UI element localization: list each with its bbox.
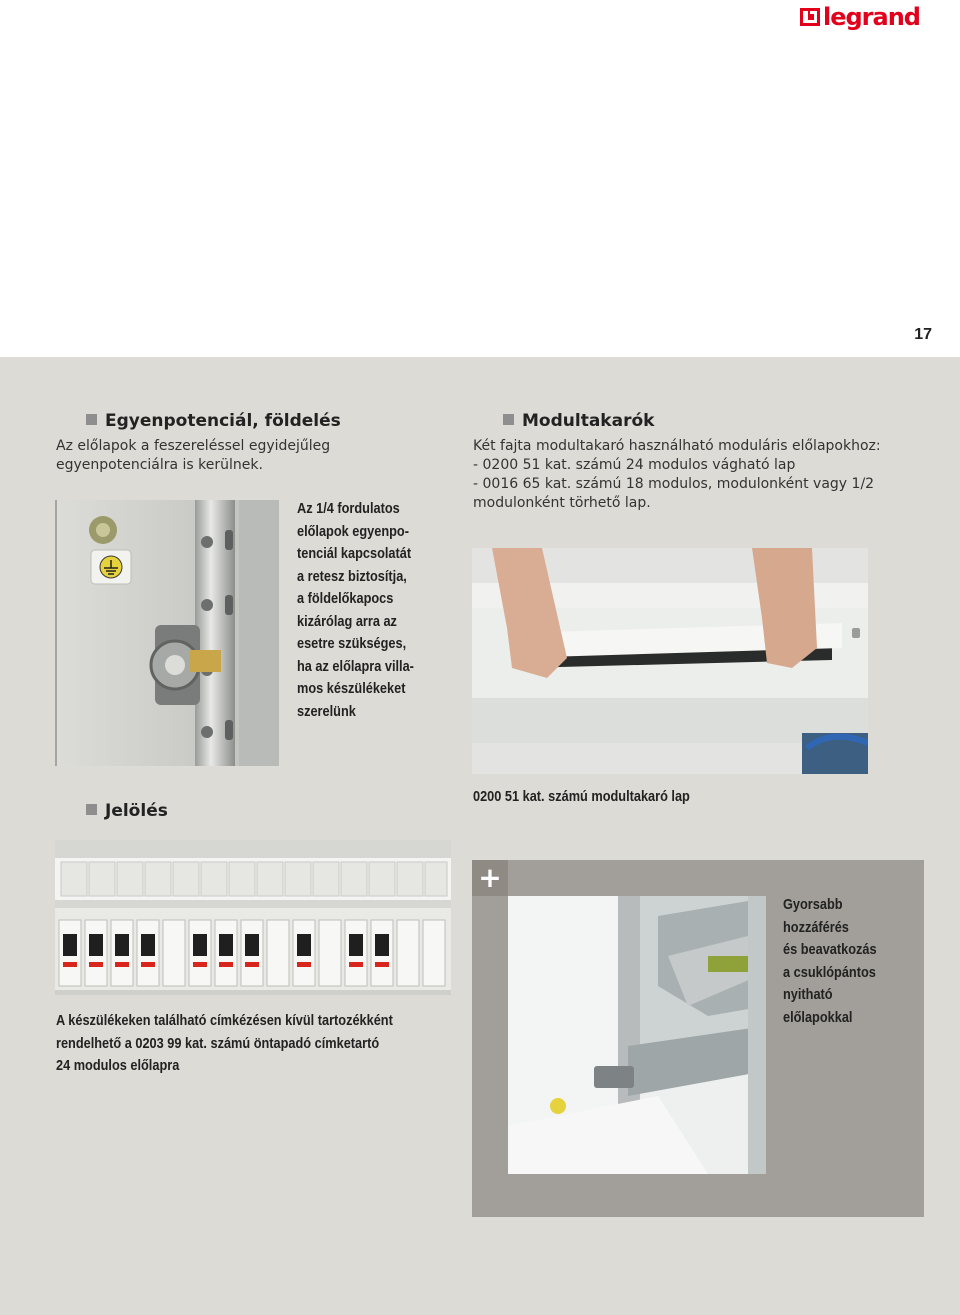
breaker-row-photo bbox=[55, 840, 451, 995]
plus-text: Gyorsabb hozzáférés és beavatkozás a csuklópántos nyitható előlapokkal bbox=[783, 896, 877, 1026]
bullet-square-icon bbox=[86, 804, 97, 815]
legrand-logo-icon bbox=[800, 7, 820, 27]
page-number: 17 bbox=[914, 326, 932, 343]
hinged-panel-photo bbox=[508, 896, 766, 1174]
equipotential-callout: Az 1/4 fordulatos előlapok egyenpo- tenciál kapcsolatát a retesz biztosítja, a földelőkapocs kizárólag arra az esetre szükséges, ha az előlapra villa- mos készülékeket szerelünk bbox=[297, 500, 414, 720]
cover-strip-photo bbox=[472, 548, 868, 774]
brand-name: legrand bbox=[823, 3, 920, 31]
equipotential-intro: Az előlapok a feszereléssel egyidejűleg egyenpotenciálra is kerülnek. bbox=[56, 438, 331, 473]
marking-caption: A készülékeken található címkézésen kívül tartozékként rendelhető a 0203 99 kat. számú öntapadó címketartó 24 modulos előlapra bbox=[56, 1012, 393, 1074]
covers-caption: 0200 51 kat. számú modultakaró lap bbox=[473, 788, 690, 805]
heading-equipotential: Egyenpotenciál, földelés bbox=[86, 411, 341, 431]
covers-intro: Két fajta modultakaró használható moduláris előlapokhoz: - 0200 51 kat. számú 24 modulos vágható lap - 0016 65 kat. számú 18 modulos, modulonként vagy 1/2 modulonként törhető lap. bbox=[473, 438, 881, 511]
heading-covers: Modultakarók bbox=[503, 411, 654, 431]
brand-logo bbox=[800, 2, 920, 32]
grounding-photo bbox=[55, 500, 279, 766]
bullet-square-icon bbox=[503, 414, 514, 425]
bullet-square-icon bbox=[86, 414, 97, 425]
heading-marking: Jelölés bbox=[86, 801, 168, 821]
plus-icon: + bbox=[472, 860, 508, 896]
